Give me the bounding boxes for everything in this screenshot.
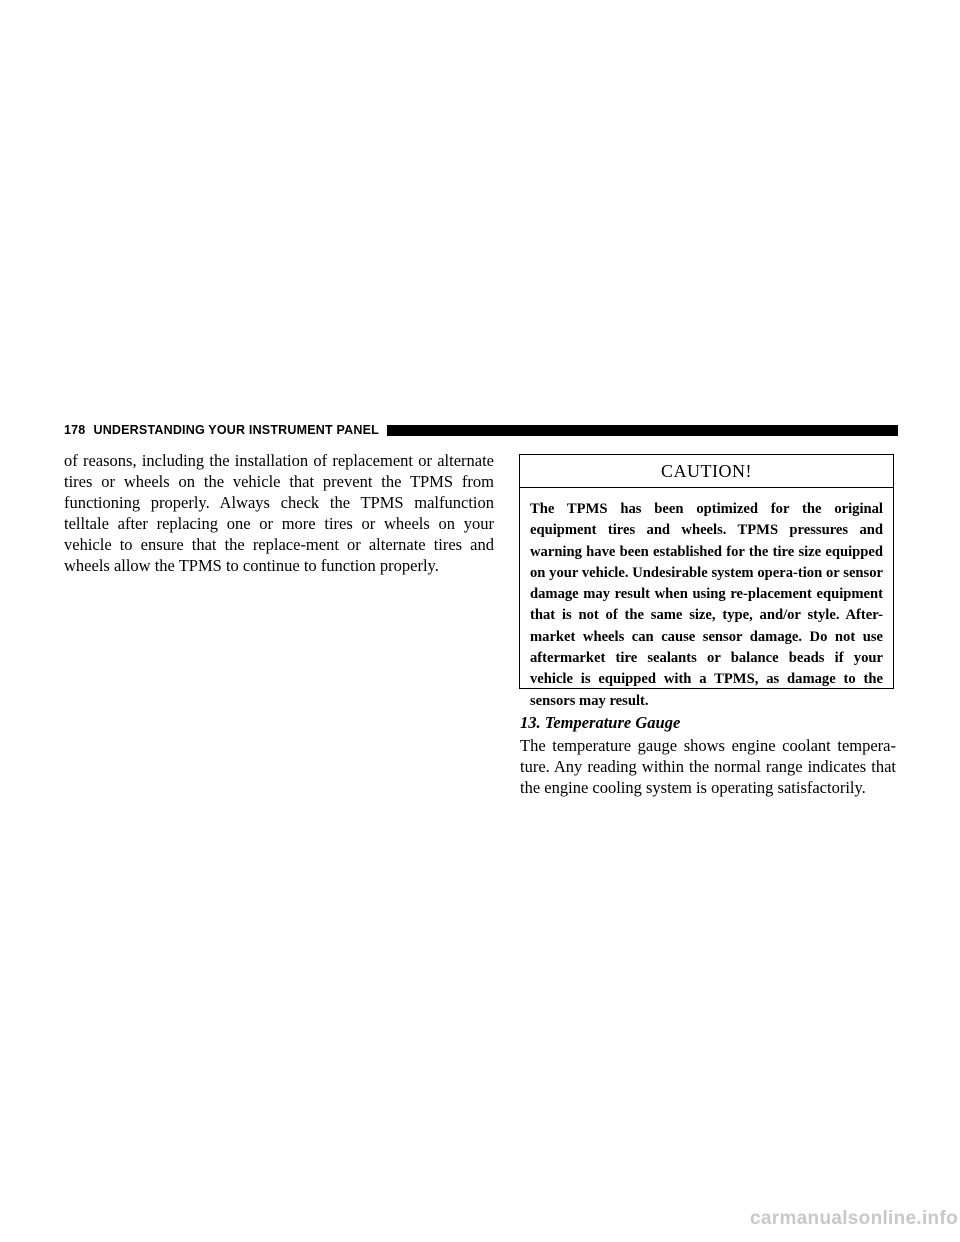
page-header <box>64 420 898 440</box>
left-column <box>64 450 494 576</box>
continued-paragraph: of reasons, including the installation of replacement or alternate tires or wheels on the vehicle that prevent the TPMS from functioning properly. Always check the TPMS malfunction telltale after replacing one or more tires or wheels on your vehicle to ensure that the replace-ment or alternate tires and wheels allow the TPMS to continue to function properly. <box>64 451 494 575</box>
temperature-gauge-heading: 13. Temperature Gauge <box>520 713 681 732</box>
section-title: UNDERSTANDING YOUR INSTRUMENT PANEL <box>93 423 379 437</box>
temperature-gauge-paragraph: The temperature gauge shows engine coolant tempera-ture. Any reading within the normal range indicates that the engine cooling system is operating satisfactorily. <box>520 736 896 797</box>
temperature-gauge-section <box>520 712 896 798</box>
watermark-link[interactable]: carmanualsonline.info <box>750 1208 958 1229</box>
caution-title: CAUTION! <box>520 455 893 488</box>
caution-body: The TPMS has been optimized for the original equipment tires and wheels. TPMS pressures and warning have been established for the tire size equipped on your vehicle. Undesirable system opera-tion or sensor damage may result when using re-placement equipment that is not of the same size, type, and/or style. After-market wheels can cause sensor damage. Do not use aftermarket tire sealants or balance beads if your vehicle is equipped with a TPMS, as damage to the sensors may result. <box>530 501 883 709</box>
page-number: 178 <box>64 423 86 437</box>
caution-box <box>519 454 894 709</box>
header-rule <box>387 425 898 436</box>
